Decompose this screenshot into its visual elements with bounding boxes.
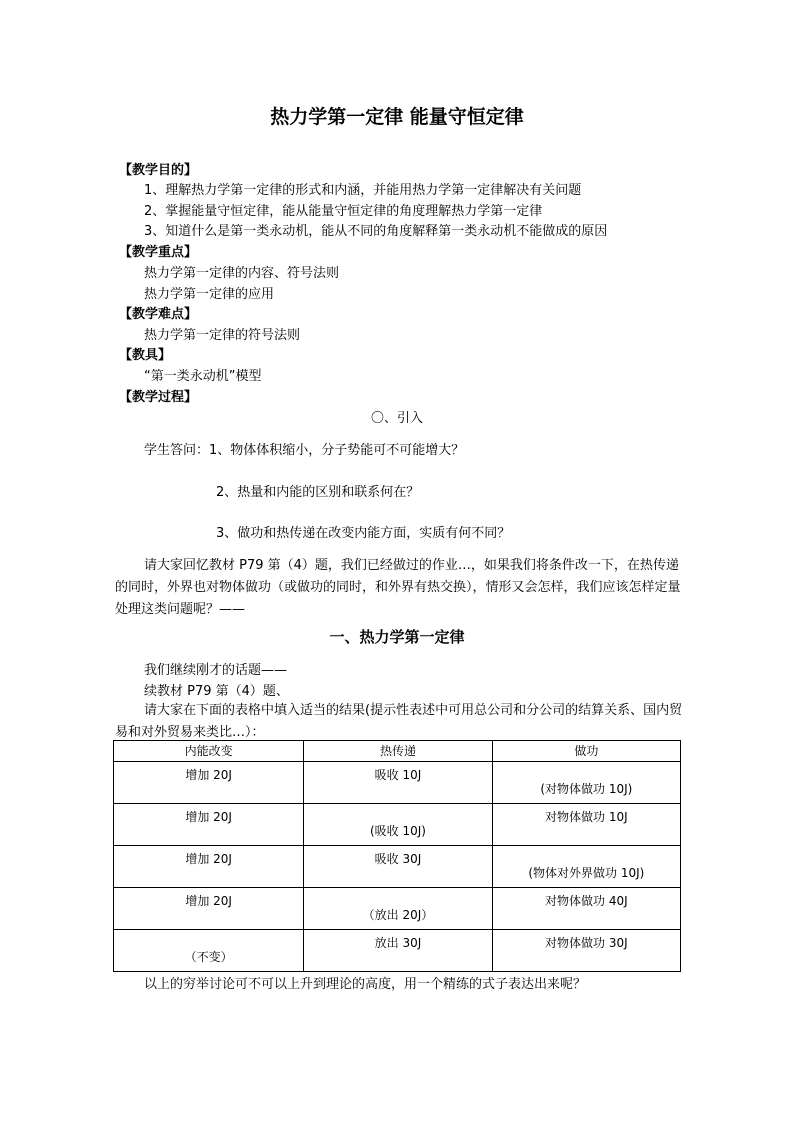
objective-item: 1、理解热力学第一定律的形式和内涵，并能用热力学第一定律解决有关问题	[144, 183, 582, 198]
cell-text: 对物体做功 40J	[545, 894, 628, 908]
cell-text: 增加 20J	[185, 894, 232, 908]
table-cell	[114, 930, 304, 972]
paragraph-table-intro: 请大家在下面的表格中填入适当的结果(提示性表述中可用总公司和分公司的结算关系、国内贸易和对外贸易来类比…）：	[115, 703, 683, 740]
cell-text: 放出 30J	[374, 936, 422, 950]
key-point-item: 热力学第一定律的内容、符号法则	[144, 266, 340, 281]
table-cell	[492, 930, 680, 972]
table-cell	[492, 888, 680, 930]
process-heading: 【教学过程】	[119, 390, 198, 405]
document-title: 热力学第一定律 能量守恒定律	[270, 106, 524, 128]
cell-text: 增加 20J	[185, 810, 232, 824]
difficulties-heading: 【教学难点】	[119, 307, 198, 322]
energy-table	[113, 740, 681, 972]
table-cell	[492, 804, 680, 846]
table-cell	[114, 762, 304, 804]
objectives-heading: 【教学目的】	[119, 163, 198, 178]
table-row	[114, 804, 681, 846]
cell-text: （不变）	[184, 950, 233, 964]
table-row	[114, 888, 681, 930]
cell-text: （放出 20J）	[362, 908, 434, 922]
table-cell	[304, 888, 492, 930]
table-cell	[492, 846, 680, 888]
table-row	[114, 846, 681, 888]
paragraph-intro: 请大家回忆教材 P79 第（4）题，我们已经做过的作业…，如果我们将条件改一下，在热传递的同时，外界也对物体做功（或做功的同时，和外界有热交换），情形又会怎样，我们应该怎样定量处理这类问题呢？——	[115, 558, 681, 617]
section-heading: 一、热力学第一定律	[329, 628, 465, 646]
table-cell	[304, 804, 492, 846]
closing-question: 以上的穷举讨论可不可以上升到理论的高度，用一个精练的式子表达出来呢？	[144, 977, 587, 992]
cell-text: 吸收 10J	[374, 768, 422, 782]
cell-text: (对物体做功 10J)	[540, 782, 633, 796]
aids-heading: 【教具】	[119, 348, 172, 363]
table-cell	[114, 804, 304, 846]
question-3: 3、做功和热传递在改变内能方面，实质有何不同？	[216, 526, 511, 541]
table-cell	[114, 888, 304, 930]
difficulty-item: 热力学第一定律的符号法则	[144, 328, 301, 343]
cell-text: 增加 20J	[185, 852, 232, 866]
objective-item: 3、知道什么是第一类永动机，能从不同的角度解释第一类永动机不能做成的原因	[144, 224, 608, 239]
table-cell	[114, 846, 304, 888]
table-cell	[492, 762, 680, 804]
key-points-heading: 【教学重点】	[119, 245, 198, 260]
text-line: 续教材 P79 第（4）题、	[144, 684, 289, 699]
cell-text: (吸收 10J)	[369, 824, 426, 838]
intro-title: 〇、引入	[370, 411, 423, 426]
table-cell	[304, 762, 492, 804]
objective-item: 2、掌握能量守恒定律，能从能量守恒定律的角度理解热力学第一定律	[144, 204, 543, 219]
cell-text: 增加 20J	[185, 768, 232, 782]
cell-text: 吸收 30J	[374, 852, 422, 866]
table-cell	[304, 846, 492, 888]
table-row	[114, 930, 681, 972]
table-header: 做功	[492, 741, 680, 762]
table-row	[114, 762, 681, 804]
question-2: 2、热量和内能的区别和联系何在？	[216, 485, 420, 500]
table-cell	[304, 930, 492, 972]
cell-text: 对物体做功 30J	[545, 936, 628, 950]
text-line: 我们继续刚才的话题——	[144, 663, 288, 678]
table-header: 内能改变	[114, 741, 304, 762]
table-header-row	[114, 741, 681, 762]
cell-text: (物体对外界做功 10J)	[528, 866, 645, 880]
key-point-item: 热力学第一定律的应用	[144, 287, 275, 302]
question-1: 学生答问：1、物体体积缩小，分子势能可不可能增大？	[144, 443, 465, 458]
cell-text: 对物体做功 10J	[545, 810, 628, 824]
aid-item: “第一类永动机”模型	[144, 369, 262, 384]
table-header: 热传递	[304, 741, 492, 762]
